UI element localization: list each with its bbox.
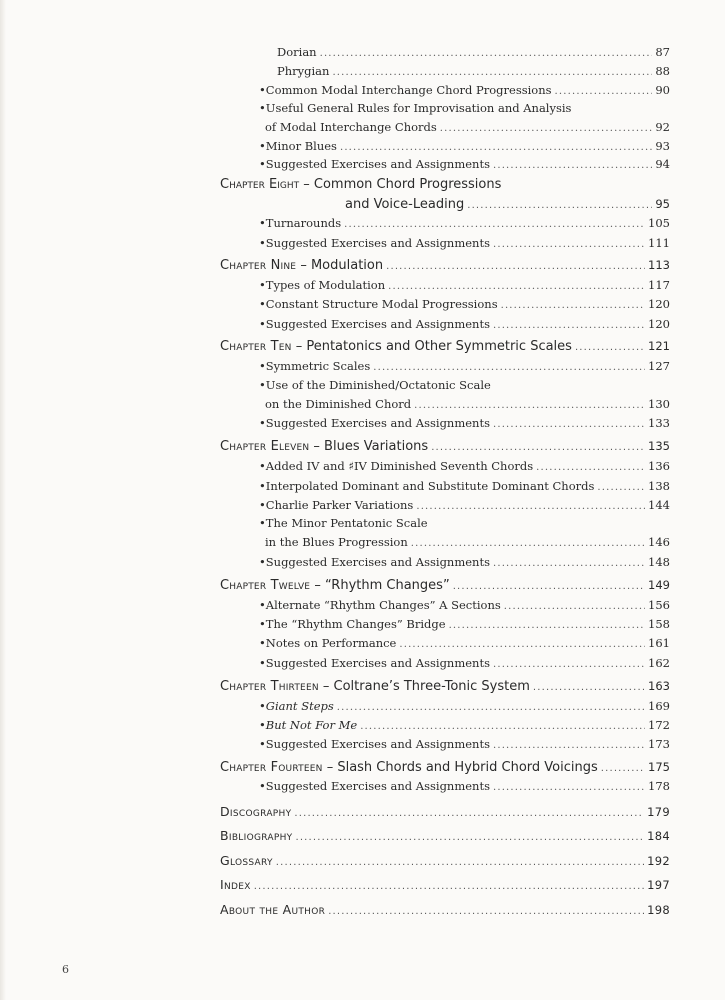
- dot-leader: [504, 598, 645, 612]
- dot-leader: [360, 718, 645, 732]
- toc-page-number: 198: [647, 903, 670, 917]
- toc-entry-label: •Giant Steps: [259, 699, 334, 713]
- dot-leader: [388, 278, 645, 292]
- toc-entry-label: •Alternate “Rhythm Changes” A Sections: [259, 598, 501, 612]
- toc-page-number: 162: [648, 656, 670, 670]
- dot-leader: [373, 359, 645, 373]
- toc-page-number: 130: [648, 397, 670, 411]
- toc-entry: [259, 416, 670, 430]
- toc-page-number: 105: [648, 216, 670, 230]
- toc-entry-label: [220, 258, 383, 273]
- dot-leader: [493, 236, 645, 250]
- toc-entry: [259, 656, 670, 670]
- toc-entry: [220, 804, 670, 819]
- toc-entry-label: •Minor Blues: [259, 139, 337, 153]
- toc-entry-label: on the Diminished Chord: [265, 397, 412, 411]
- toc-page-number: 179: [647, 805, 670, 819]
- toc-entry: [220, 760, 670, 775]
- toc-entry: [259, 216, 670, 230]
- toc-page-number: 144: [648, 498, 670, 512]
- toc-entry-label: of Modal Interchange Chords: [265, 120, 437, 134]
- toc-page-number: 163: [648, 679, 670, 693]
- toc-entry-label: [220, 339, 572, 354]
- dot-leader: [493, 656, 645, 670]
- toc-entry-label: •Symmetric Scales: [259, 359, 371, 373]
- chapter-number: Chapter Eleven: [220, 439, 310, 454]
- dot-leader: [414, 397, 645, 411]
- dot-leader: [320, 45, 653, 59]
- toc-page-number: 149: [648, 578, 670, 592]
- chapter-title: – Blues Variations: [309, 439, 429, 454]
- toc-entry: [259, 779, 670, 793]
- toc-page-number: 93: [655, 139, 670, 153]
- toc-entry-label: •Suggested Exercises and Assignments: [259, 656, 490, 670]
- chapter-title: – Common Chord Progressions: [299, 177, 502, 192]
- dot-leader: [493, 779, 645, 793]
- toc-entry-label: •Suggested Exercises and Assignments: [259, 779, 490, 793]
- dot-leader: [344, 216, 645, 230]
- toc-page-number: 88: [655, 64, 670, 78]
- toc-entry: [220, 578, 670, 593]
- toc-entry: [277, 45, 670, 59]
- toc-page-number: 172: [648, 718, 670, 732]
- toc-entry-label: •Constant Structure Modal Progressions: [259, 297, 498, 311]
- toc-entry: [265, 120, 670, 134]
- chapter-number: Chapter Eight: [220, 177, 300, 192]
- toc-entry-label: •Interpolated Dominant and Substitute Dominant Chords: [259, 479, 595, 493]
- dot-leader: [493, 317, 645, 331]
- toc-entry-line: •Use of the Diminished/Octatonic Scale: [259, 378, 491, 392]
- dot-leader: [493, 416, 645, 430]
- toc-page-number: 92: [655, 120, 670, 134]
- toc-entry-label: Phrygian: [277, 64, 330, 78]
- toc-entry-label: Bibliography: [220, 828, 293, 843]
- toc-entry-label: [220, 679, 530, 694]
- dot-leader: [440, 120, 653, 134]
- toc-entry-label: •Suggested Exercises and Assignments: [259, 157, 490, 171]
- toc-entry: [220, 828, 670, 843]
- dot-leader: [501, 297, 645, 311]
- toc-page-number: 121: [648, 339, 670, 353]
- toc-page-number: 161: [648, 636, 670, 650]
- toc-page-number: 146: [648, 535, 670, 549]
- toc-page-number: 133: [648, 416, 670, 430]
- toc-page-number: 175: [648, 760, 670, 774]
- toc-entry-label: •The “Rhythm Changes” Bridge: [259, 617, 446, 631]
- toc-entry-label: •Notes on Performance: [259, 636, 397, 650]
- toc-page-number: 197: [647, 878, 670, 892]
- toc-page-number: 120: [648, 297, 670, 311]
- toc-page-number: 113: [648, 258, 670, 272]
- toc-entry-label: •Types of Modulation: [259, 278, 386, 292]
- toc-page-number: 117: [648, 278, 670, 292]
- chapter-heading-line: [220, 177, 501, 192]
- dot-leader: [597, 479, 645, 493]
- dot-leader: [493, 737, 645, 751]
- dot-leader: [332, 64, 652, 78]
- toc-page-number: 173: [648, 737, 670, 751]
- dot-leader: [575, 339, 645, 354]
- toc-entry-label: in the Blues Progression: [265, 535, 408, 549]
- toc-entry-label: •Added IV and ♯IV Diminished Seventh Chords: [259, 459, 534, 473]
- dot-leader: [601, 760, 645, 775]
- toc-entry-label: [220, 439, 428, 454]
- toc-entry: [277, 64, 670, 78]
- toc-entry-label: •Suggested Exercises and Assignments: [259, 555, 490, 569]
- toc-entry: [259, 317, 670, 331]
- toc-page-number: 156: [648, 598, 670, 612]
- toc-entry-label: •Suggested Exercises and Assignments: [259, 416, 490, 430]
- toc-entry-label: •Suggested Exercises and Assignments: [259, 317, 490, 331]
- toc-entry: [259, 555, 670, 569]
- toc-page-number: 178: [648, 779, 670, 793]
- toc-entry: [265, 397, 670, 411]
- toc-entry-line: •Useful General Rules for Improvisation and Analysis: [259, 101, 572, 115]
- toc-entry: [259, 236, 670, 250]
- chapter-title: – “Rhythm Changes”: [310, 578, 450, 593]
- toc-entry: [259, 699, 670, 713]
- toc-page-number: 111: [648, 236, 670, 250]
- chapter-number: Chapter Nine: [220, 258, 297, 273]
- dot-leader: [555, 83, 653, 97]
- toc-entry: [220, 679, 670, 694]
- toc-entry: [259, 718, 670, 732]
- toc-entry-label: and Voice-Leading: [345, 197, 465, 212]
- toc-entry: [259, 598, 670, 612]
- toc-entry-label: About the Author: [220, 902, 326, 917]
- dot-leader: [493, 555, 645, 569]
- dot-leader: [431, 439, 645, 454]
- toc-entry: [259, 359, 670, 373]
- toc-entry-line: •The Minor Pentatonic Scale: [259, 516, 428, 530]
- dot-leader: [399, 636, 645, 650]
- toc-entry-label: Discography: [220, 804, 292, 819]
- toc-page-number: 90: [655, 83, 670, 97]
- toc-page-number: 95: [655, 197, 670, 211]
- dot-leader: [254, 877, 644, 892]
- toc-page-number: 192: [647, 854, 670, 868]
- dot-leader: [467, 197, 652, 212]
- toc-entry-label: Dorian: [277, 45, 317, 59]
- toc-page-number: 87: [655, 45, 670, 59]
- toc-page-number: 120: [648, 317, 670, 331]
- toc-entry: [259, 498, 670, 512]
- toc-entry: [220, 853, 670, 868]
- dot-leader: [386, 258, 645, 273]
- toc-entry-label: [220, 760, 598, 775]
- toc-page-number: 136: [648, 459, 670, 473]
- toc-entry: [259, 617, 670, 631]
- dot-leader: [411, 535, 645, 549]
- toc-entry: [220, 902, 670, 917]
- dot-leader: [276, 853, 644, 868]
- chapter-number: Chapter Twelve: [220, 578, 311, 593]
- chapter-title: – Slash Chords and Hybrid Chord Voicings: [322, 760, 598, 775]
- dot-leader: [493, 157, 652, 171]
- chapter-title: – Modulation: [296, 258, 384, 273]
- chapter-number: Chapter Fourteen: [220, 760, 323, 775]
- dot-leader: [416, 498, 645, 512]
- toc-page-number: 169: [648, 699, 670, 713]
- toc-entry: [259, 139, 670, 153]
- dot-leader: [340, 139, 652, 153]
- toc-entry: [259, 479, 670, 493]
- toc-page-number: 135: [648, 439, 670, 453]
- chapter-number: Chapter Thirteen: [220, 679, 319, 694]
- chapter-number: Chapter Ten: [220, 339, 292, 354]
- toc-entry: [345, 197, 670, 212]
- toc-entry-label: •Turnarounds: [259, 216, 342, 230]
- toc-entry: [259, 297, 670, 311]
- toc-page-number: 138: [648, 479, 670, 493]
- toc-entry: [265, 535, 670, 549]
- toc-entry: [220, 877, 670, 892]
- toc-entry-label: [220, 578, 450, 593]
- chapter-title: – Pentatonics and Other Symmetric Scales: [291, 339, 572, 354]
- dot-leader: [295, 828, 644, 843]
- dot-leader: [453, 578, 645, 593]
- toc-page-number: 158: [648, 617, 670, 631]
- dot-leader: [328, 902, 644, 917]
- toc-page-number: 184: [647, 829, 670, 843]
- toc-entry-label: Glossary: [220, 853, 273, 868]
- toc-entry: [259, 278, 670, 292]
- dot-leader: [449, 617, 645, 631]
- toc-entry: [220, 258, 670, 273]
- dot-leader: [533, 679, 645, 694]
- toc-entry: [220, 439, 670, 454]
- toc-entry-label: •But Not For Me: [259, 718, 358, 732]
- toc-page-number: 127: [648, 359, 670, 373]
- toc-page-number: 94: [655, 157, 670, 171]
- toc-entry-label: •Common Modal Interchange Chord Progressions: [259, 83, 552, 97]
- chapter-title: – Coltrane’s Three-Tonic System: [318, 679, 530, 694]
- dot-leader: [294, 804, 644, 819]
- page-number: 6: [62, 963, 69, 976]
- toc-entry-label: •Suggested Exercises and Assignments: [259, 236, 490, 250]
- toc-entry: [259, 737, 670, 751]
- dot-leader: [337, 699, 645, 713]
- toc-entry-label: Index: [220, 877, 251, 892]
- toc-page-number: 148: [648, 555, 670, 569]
- toc-entry: [259, 83, 670, 97]
- toc-entry: [220, 339, 670, 354]
- toc-entry-label: •Suggested Exercises and Assignments: [259, 737, 490, 751]
- dot-leader: [536, 459, 645, 473]
- toc-entry: [259, 636, 670, 650]
- toc-entry: [259, 157, 670, 171]
- toc-entry-label: •Charlie Parker Variations: [259, 498, 414, 512]
- toc-entry: [259, 459, 670, 473]
